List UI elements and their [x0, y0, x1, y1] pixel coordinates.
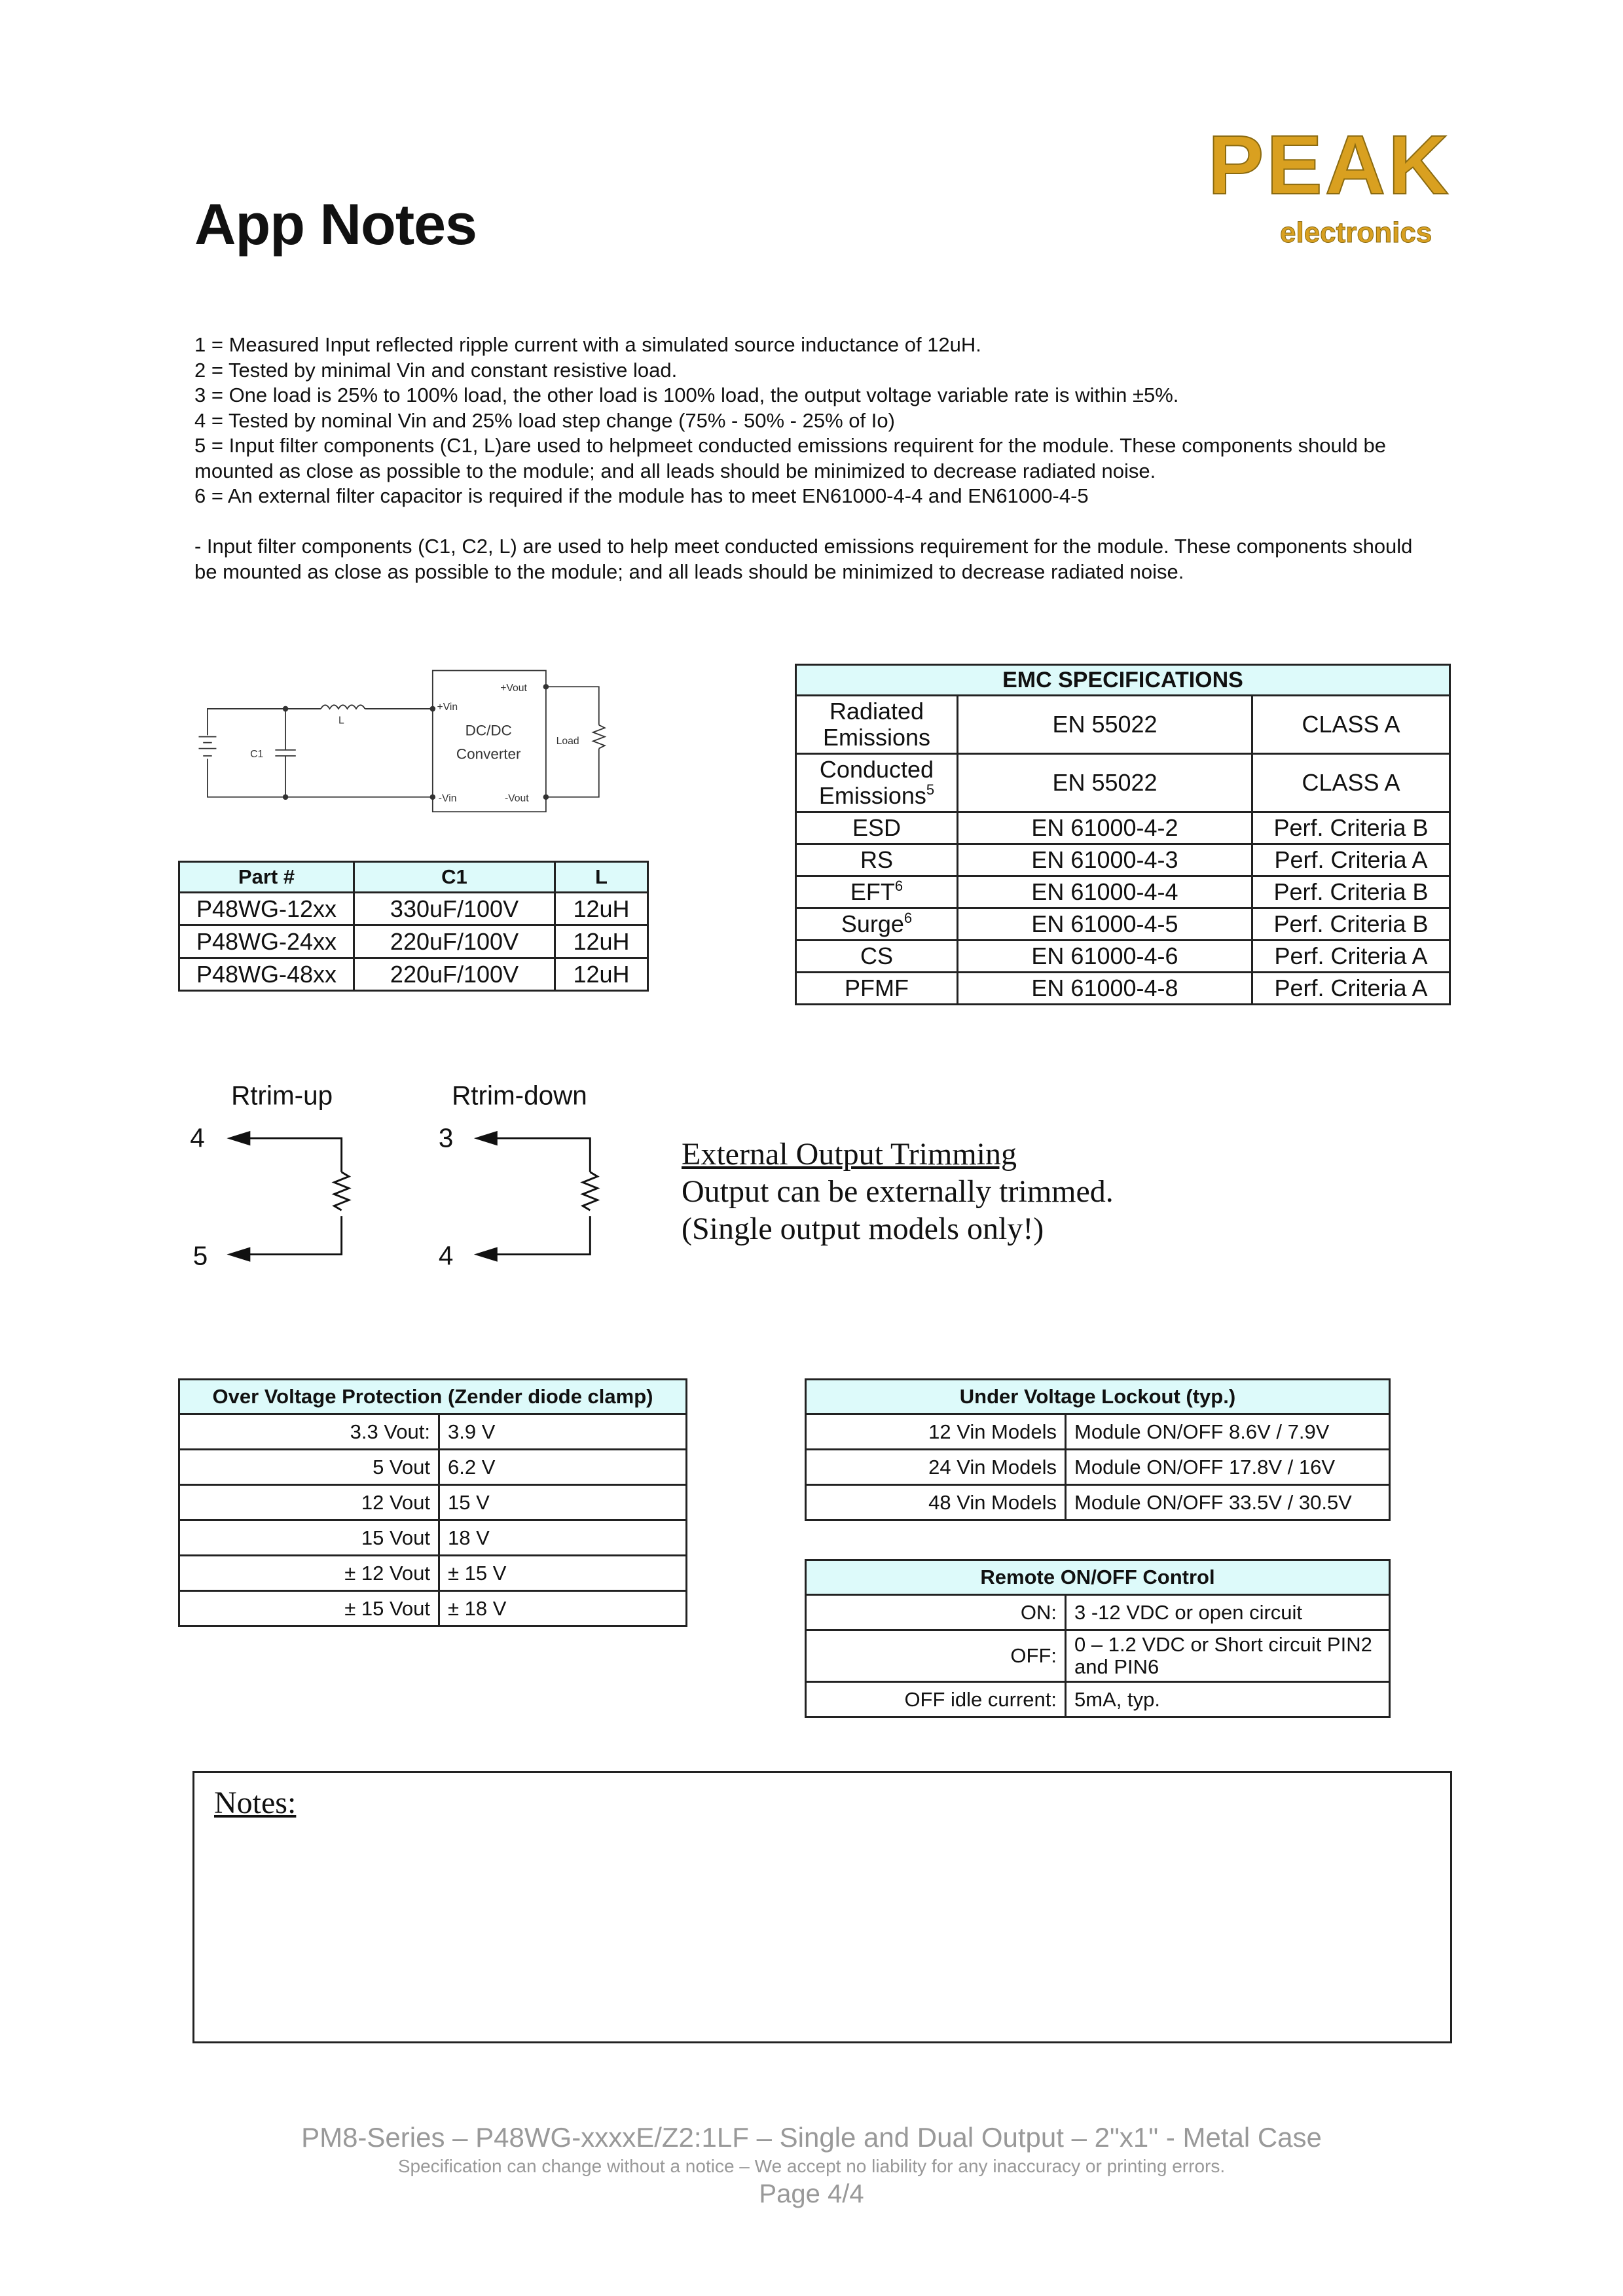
test-name — [796, 754, 958, 812]
row-value: 5mA, typ. — [1066, 1682, 1390, 1717]
table-row — [806, 1630, 1390, 1682]
table-title: Under Voltage Lockout (typ.) — [806, 1380, 1390, 1414]
vin-plus-label: +Vin — [437, 702, 458, 713]
resistor-icon — [334, 1172, 348, 1210]
arrow-icon — [227, 1247, 250, 1261]
footnote: 5 = Input filter components (C1, L)are used to helpmeet conducted emissions requirent for the module. These components should be mounted as close as possible to the module; and all leads should be minimized to decrease radiated noise. — [194, 434, 1387, 482]
result: Perf. Criteria A — [1252, 941, 1450, 973]
row-value: 3 -12 VDC or open circuit — [1066, 1595, 1390, 1630]
test-name-text: ESD — [852, 814, 902, 841]
converter-label: Converter — [456, 745, 521, 762]
standard: EN 61000-4-3 — [958, 844, 1252, 876]
result: CLASS A — [1252, 696, 1450, 754]
row-label: 12 Vout — [179, 1485, 439, 1520]
test-name-text: PFMF — [845, 975, 909, 1001]
test-name — [796, 812, 958, 844]
cell: 12uH — [555, 958, 648, 991]
row-label: 3.3 Vout: — [179, 1414, 439, 1450]
pin-label: 4 — [438, 1240, 454, 1271]
standard: EN 55022 — [958, 696, 1252, 754]
arrow-icon — [227, 1131, 250, 1145]
under-voltage-lockout-table — [805, 1378, 1391, 1521]
row-label: 12 Vin Models — [806, 1414, 1066, 1450]
footer-disclaimer: Specification can change without a notice – We accept no liability for any inaccuracy or printing errors. — [397, 2156, 1226, 2176]
footnote: 2 = Tested by minimal Vin and constant resistive load. — [194, 358, 678, 382]
column-header: C1 — [354, 862, 555, 893]
row-label: 15 Vout — [179, 1520, 439, 1556]
over-voltage-protection-table — [178, 1378, 687, 1627]
cell: 12uH — [555, 925, 648, 958]
row-label: ON: — [806, 1595, 1066, 1630]
row-value: Module ON/OFF 8.6V / 7.9V — [1066, 1414, 1390, 1450]
footnote-ref: 6 — [903, 910, 913, 926]
table-row — [806, 1595, 1390, 1630]
table-row — [796, 941, 1450, 973]
test-name-text: Surge — [841, 910, 904, 937]
trimming-heading: External Output Trimming — [682, 1137, 1017, 1172]
c1-label: C1 — [250, 749, 264, 761]
standard: EN 61000-4-6 — [958, 941, 1252, 973]
row-label: ± 15 Vout — [179, 1591, 439, 1626]
page-title: App Notes — [194, 192, 477, 257]
footnote: 6 = An external filter capacitor is required if the module has to meet EN61000-4-4 and EN61000-4-5 — [194, 484, 1089, 507]
cell: 330uF/100V — [354, 893, 555, 925]
table-row — [179, 958, 648, 991]
resistor-icon — [583, 1172, 597, 1210]
result: Perf. Criteria B — [1252, 812, 1450, 844]
table-row — [179, 1556, 687, 1591]
row-value: 18 V — [439, 1520, 687, 1556]
trimming-line: (Single output models only!) — [682, 1211, 1044, 1246]
test-name — [796, 941, 958, 973]
test-name — [796, 908, 958, 941]
test-name-text: EFT — [850, 878, 895, 905]
rtrim-down-label: Rtrim-down — [452, 1080, 587, 1111]
page-number: Page 4/4 — [759, 2179, 864, 2208]
row-value: 0 – 1.2 VDC or Short circuit PIN2 and PIN6 — [1066, 1630, 1390, 1682]
standard: EN 61000-4-8 — [958, 973, 1252, 1005]
test-name — [796, 973, 958, 1005]
row-label: ± 12 Vout — [179, 1556, 439, 1591]
footnote-ref: 5 — [926, 781, 935, 798]
table-row — [796, 696, 1450, 754]
table-row — [796, 754, 1450, 812]
row-label: 5 Vout — [179, 1450, 439, 1485]
battery-icon — [198, 737, 216, 756]
emc-specifications-table — [795, 664, 1451, 1005]
footnote-ref: 6 — [894, 878, 903, 894]
svg-text:PEAK: PEAK — [1208, 118, 1451, 212]
arrow-icon — [474, 1131, 498, 1145]
test-name — [796, 844, 958, 876]
table-row — [179, 893, 648, 925]
row-value: ± 18 V — [439, 1591, 687, 1626]
test-name-text: Conducted Emissions — [818, 756, 934, 809]
footnote: 3 = One load is 25% to 100% load, the other load is 100% load, the output voltage variable rate is within ±5%. — [194, 384, 1179, 406]
load-resistor-icon — [593, 725, 605, 749]
row-label: 24 Vin Models — [806, 1450, 1066, 1485]
table-row — [796, 973, 1450, 1005]
result: Perf. Criteria B — [1252, 876, 1450, 908]
rtrim-up-label: Rtrim-up — [231, 1080, 333, 1111]
arrow-icon — [474, 1247, 498, 1261]
cell: 12uH — [555, 893, 648, 925]
converter-box — [433, 670, 546, 812]
table-row — [179, 1485, 687, 1520]
table-row — [796, 876, 1450, 908]
input-filter-circuit-diagram — [184, 662, 618, 816]
standard: EN 61000-4-2 — [958, 812, 1252, 844]
table-row — [796, 908, 1450, 941]
row-value: Module ON/OFF 17.8V / 16V — [1066, 1450, 1390, 1485]
test-name — [796, 876, 958, 908]
table-title: Over Voltage Protection (Zender diode clamp) — [179, 1380, 687, 1414]
table-row — [179, 925, 648, 958]
vout-minus-label: -Vout — [504, 793, 529, 804]
row-value: 15 V — [439, 1485, 687, 1520]
result: CLASS A — [1252, 754, 1450, 812]
cell: P48WG-12xx — [179, 893, 354, 925]
filter-parts-table — [178, 861, 649, 992]
test-name — [796, 696, 958, 754]
standard: EN 61000-4-4 — [958, 876, 1252, 908]
remote-on-off-table — [805, 1559, 1391, 1718]
column-header: Part # — [179, 862, 354, 893]
row-value: 6.2 V — [439, 1450, 687, 1485]
table-row — [179, 1414, 687, 1450]
table-row — [179, 1450, 687, 1485]
pin-label: 3 — [438, 1122, 454, 1153]
vin-minus-label: -Vin — [438, 793, 457, 804]
footnote: 1 = Measured Input reflected ripple current with a simulated source inductance of 12uH. — [194, 333, 981, 356]
table-title: EMC SPECIFICATIONS — [796, 665, 1450, 696]
test-name-text: Radiated Emissions — [822, 698, 931, 751]
l-label: L — [338, 715, 344, 726]
result: Perf. Criteria A — [1252, 973, 1450, 1005]
filter-note: - Input filter components (C1, C2, L) are used to help meet conducted emissions requirement for the module. These components should be mounted as close as possible to the module; and all leads should be minimized to decrease radiated noise. — [194, 535, 1413, 583]
notes-label: Notes: — [214, 1785, 297, 1820]
cell: P48WG-24xx — [179, 925, 354, 958]
output-trimming-text — [682, 1136, 1114, 1247]
result: Perf. Criteria B — [1252, 908, 1450, 941]
capacitor-icon — [275, 750, 295, 756]
table-row — [806, 1450, 1390, 1485]
test-name-text: CS — [860, 942, 893, 969]
inductor-icon — [321, 705, 365, 709]
column-header: L — [555, 862, 648, 893]
row-value: 3.9 V — [439, 1414, 687, 1450]
trim-diagrams — [177, 1073, 618, 1280]
converter-label: DC/DC — [465, 722, 512, 739]
footnote: 4 = Tested by nominal Vin and 25% load step change (75% - 50% - 25% of Io) — [194, 408, 895, 432]
footer-series: PM8-Series – P48WG-xxxxE/Z2:1LF – Single and Dual Output – 2"x1" - Metal Case — [301, 2122, 1322, 2153]
pin-label: 5 — [192, 1240, 208, 1271]
load-label: Load — [556, 735, 579, 747]
standard: EN 61000-4-5 — [958, 908, 1252, 941]
row-value: ± 15 V — [439, 1556, 687, 1591]
table-row — [806, 1682, 1390, 1717]
row-label: 48 Vin Models — [806, 1485, 1066, 1520]
row-label: OFF idle current: — [806, 1682, 1066, 1717]
test-name-text: RS — [860, 846, 893, 873]
table-row — [806, 1414, 1390, 1450]
svg-text:electronics: electronics — [1280, 217, 1432, 249]
table-row — [179, 1591, 687, 1626]
footnotes — [194, 332, 1438, 509]
trimming-line: Output can be externally trimmed. — [682, 1174, 1114, 1209]
peak-electronics-logo — [1208, 117, 1467, 251]
table-row — [796, 844, 1450, 876]
table-row — [179, 1520, 687, 1556]
result: Perf. Criteria A — [1252, 844, 1450, 876]
vout-plus-label: +Vout — [500, 682, 527, 694]
cell: P48WG-48xx — [179, 958, 354, 991]
cell: 220uF/100V — [354, 925, 555, 958]
row-value: Module ON/OFF 33.5V / 30.5V — [1066, 1485, 1390, 1520]
table-title: Remote ON/OFF Control — [806, 1560, 1390, 1595]
notes-box — [192, 1771, 1452, 2043]
row-label: OFF: — [806, 1630, 1066, 1682]
standard: EN 55022 — [958, 754, 1252, 812]
pin-label: 4 — [190, 1122, 205, 1153]
table-row — [796, 812, 1450, 844]
cell: 220uF/100V — [354, 958, 555, 991]
table-row — [806, 1485, 1390, 1520]
